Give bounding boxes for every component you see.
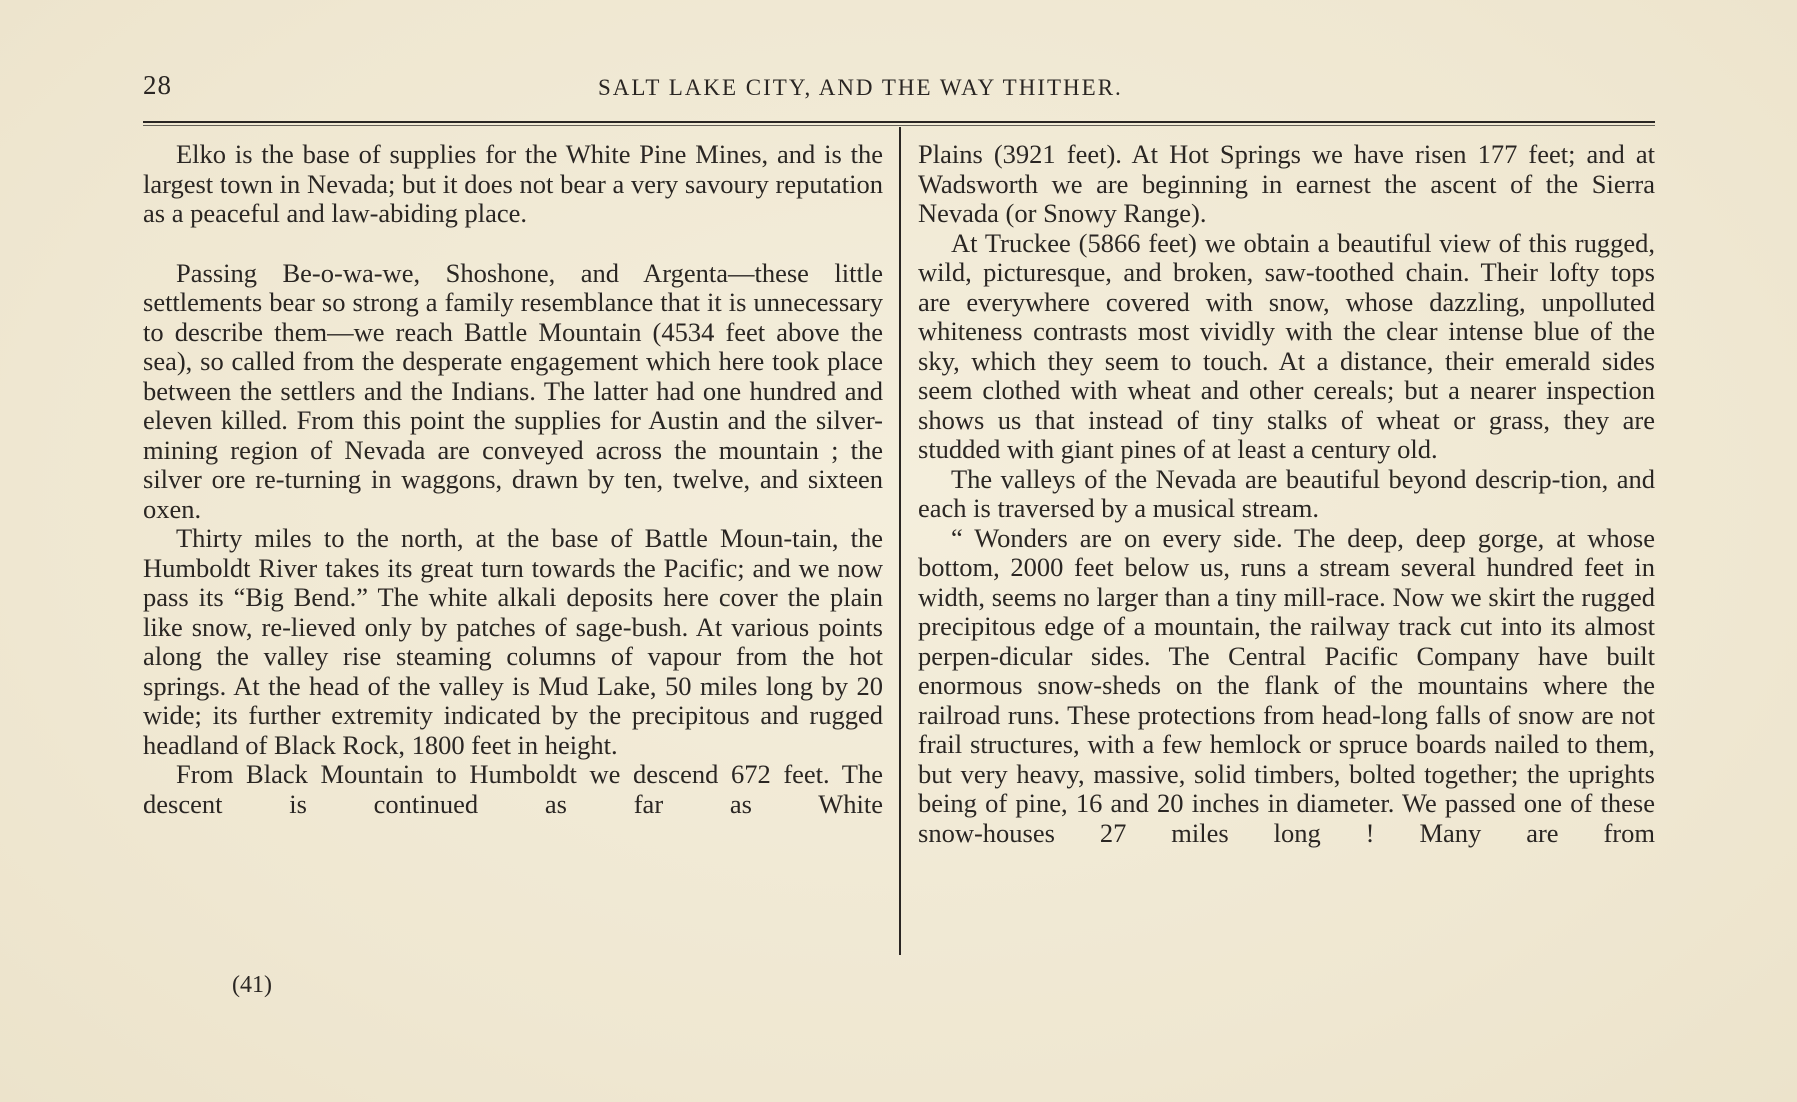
header-rule [143, 121, 1655, 123]
left-paragraph-3: Thirty miles to the north, at the base of Battle Moun-tain, the Humboldt River takes its great turn towards the Pacific; and we now pass its “Big Bend.” The white alkali deposits here cover the plain like snow, re-lieved only by patches of sage-bush. At various points along the valley rise steaming columns of vapour from the hot springs. At the head of the valley is Mud Lake, 50 miles long by 20 wide; its further extremity indicated by the precipitous and rugged headland of Black Rock, 1800 feet in height. [143, 523, 883, 760]
plate-number: (41) [232, 972, 272, 998]
left-paragraph-4: From Black Mountain to Humboldt we descend 672 feet. The descent is continued as far as White [143, 759, 883, 819]
right-paragraph-4: “ Wonders are on every side. The deep, deep gorge, at whose bottom, 2000 feet below us, runs a stream several hundred feet in width, seems no larger than a tiny mill-race. Now we skirt the rugged precipitous edge of a mountain, the railway track cut into its almost perpen-dicular sides. The Central Pacific Company have built enormous snow-sheds on the flank of the mountains where the railroad runs. These protections from head-long falls of snow are not frail structures, with a few hemlock or spruce boards nailed to them, but very heavy, massive, solid timbers, bolted together; the uprights being of pine, 16 and 20 inches in diameter. We passed one of these snow-houses 27 miles long ! Many are from [918, 522, 1655, 848]
column-divider [899, 127, 901, 955]
right-paragraph-3: The valleys of the Nevada are beautiful beyond descrip-tion, and each is traversed by a musical stream. [918, 463, 1655, 523]
right-paragraph-1: Plains (3921 feet). At Hot Springs we have risen 177 feet; and at Wadsworth we are beginning in earnest the ascent of the Sierra Nevada (or Snowy Range). [918, 139, 1655, 228]
left-paragraph-2: Passing Be-o-wa-we, Shoshone, and Argenta—these little settlements bear so strong a family resemblance that it is unnecessary to describe them—we reach Battle Mountain (4534 feet above the sea), so called from the desperate engagement which here took place between the settlers and the Indians. The latter had one hundred and eleven killed. From this point the supplies for Austin and the silver-mining region of Nevada are conveyed across the mountain ; the silver ore re-turning in waggons, drawn by ten, twelve, and sixteen oxen. [143, 257, 883, 524]
page-number: 28 [143, 70, 172, 100]
left-paragraph-1: Elko is the base of supplies for the White Pine Mines, and is the largest town in Nevada; but it does not bear a very savoury reputation as a peaceful and law-abiding place. [143, 139, 883, 228]
right-column [918, 140, 1655, 848]
right-paragraph-2: At Truckee (5866 feet) we obtain a beautiful view of this rugged, wild, picturesque, and broken, saw-toothed chain. Their lofty tops are everywhere covered with snow, whose dazzling, unpolluted whiteness contrasts most vividly with the clear intense blue of the sky, which they seem to touch. At a distance, their emerald sides seem clothed with wheat and other cereals; but a nearer inspection shows us that instead of tiny stalks of wheat or grass, they are studded with giant pines of at least a century old. [918, 227, 1655, 464]
header-rule-secondary [143, 125, 1655, 126]
page-header [143, 70, 1653, 110]
running-title: SALT LAKE CITY, AND THE WAY THITHER. [598, 75, 1123, 100]
left-column [143, 140, 883, 819]
